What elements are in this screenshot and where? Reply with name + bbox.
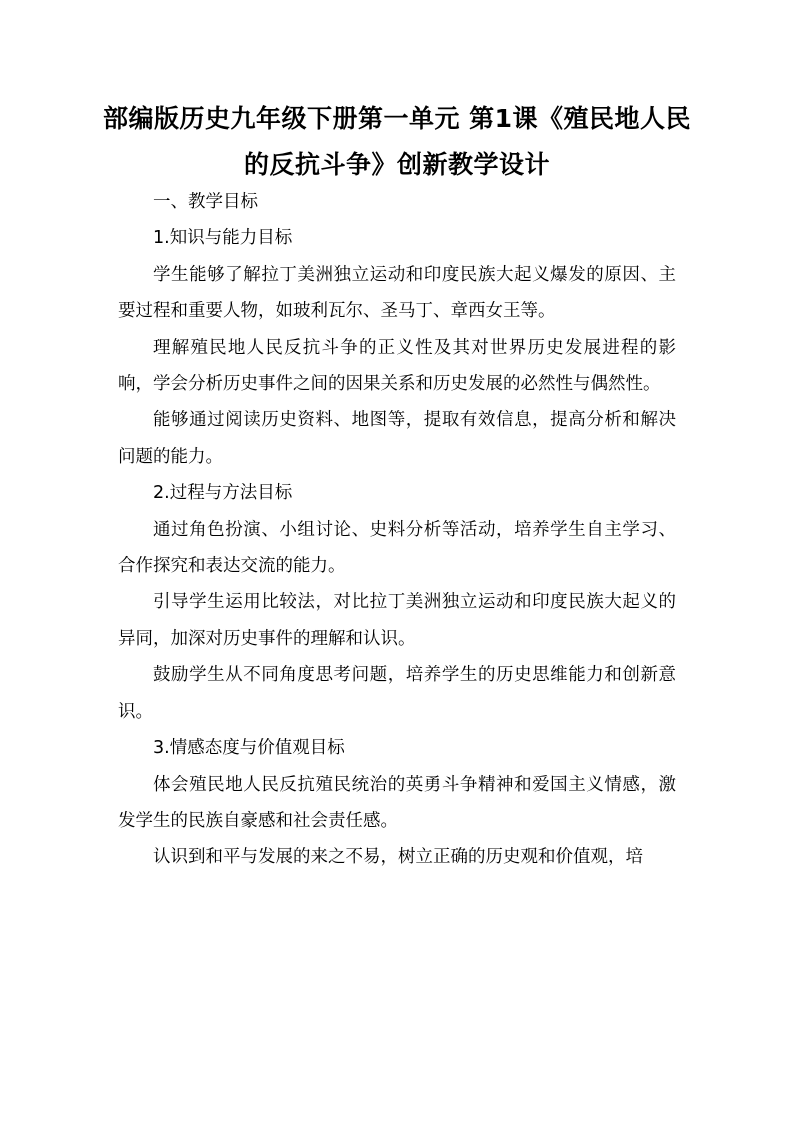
document-body [118, 184, 676, 876]
subsection-heading: 3.情感态度与价值观目标 [153, 738, 345, 759]
paragraph: 引导学生运用比较法，对比拉丁美洲独立运动和印度民族大起义的异同，加深对历史事件的理解和认识。 [118, 592, 676, 649]
document-title: 部编版历史九年级下册第一单元 第1课《殖民地人民的反抗斗争》创新教学设计 [102, 104, 692, 179]
subsection-heading: 2.过程与方法目标 [153, 483, 293, 504]
paragraph: 体会殖民地人民反抗殖民统治的英勇斗争精神和爱国主义情感，激发学生的民族自豪感和社会责任感。 [118, 774, 676, 831]
paragraph: 学生能够了解拉丁美洲独立运动和印度民族大起义爆发的原因、主要过程和重要人物，如玻利瓦尔、圣马丁、章西女王等。 [118, 264, 676, 322]
paragraph: 能够通过阅读历史资料、地图等，提取有效信息，提高分析和解决问题的能力。 [118, 410, 676, 467]
paragraph: 鼓励学生从不同角度思考问题，培养学生的历史思维能力和创新意识。 [118, 665, 676, 722]
paragraph: 通过角色扮演、小组讨论、史料分析等活动，培养学生自主学习、合作探究和表达交流的能力。 [118, 519, 676, 577]
paragraph: 认识到和平与发展的来之不易，树立正确的历史观和价值观，培 [153, 847, 643, 868]
section-heading: 一、教学目标 [153, 192, 258, 212]
subsection-heading: 1.知识与能力目标 [153, 228, 293, 249]
paragraph: 理解殖民地人民反抗斗争的正义性及其对世界历史发展进程的影响，学会分析历史事件之间的因果关系和历史发展的必然性与偶然性。 [118, 337, 676, 395]
